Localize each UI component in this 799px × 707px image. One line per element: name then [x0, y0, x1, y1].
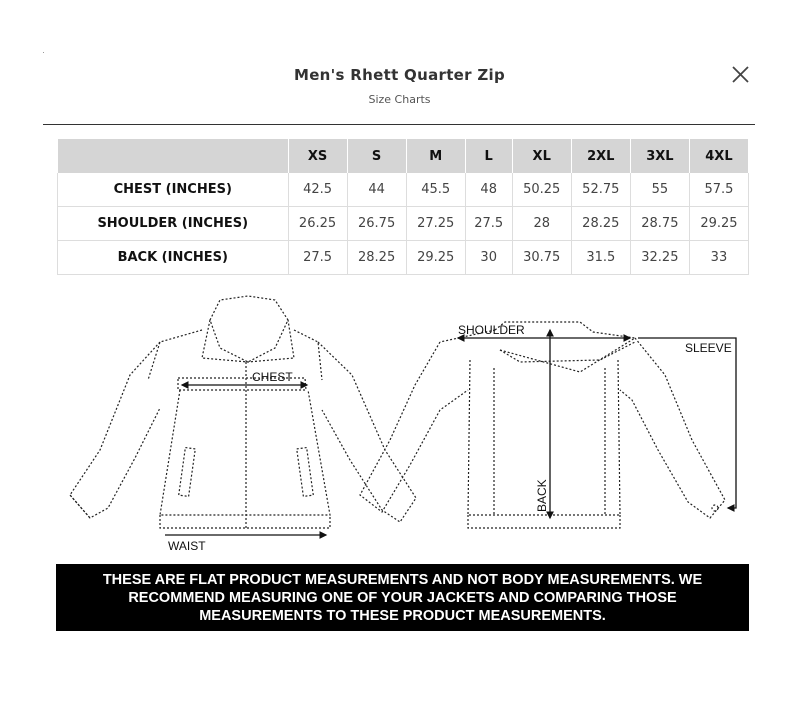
size-header: S [347, 139, 406, 173]
front-jacket [70, 296, 416, 528]
size-header: 3XL [630, 139, 689, 173]
table-cell: 50.25 [512, 173, 571, 207]
jacket-measurement-diagram [60, 290, 750, 560]
shoulder-label: SHOULDER [458, 323, 525, 337]
size-header: XL [512, 139, 571, 173]
size-chart-table [57, 139, 749, 275]
table-cell: 45.5 [406, 173, 465, 207]
table-cell: 32.25 [630, 241, 689, 275]
close-button[interactable] [728, 62, 754, 88]
sleeve-label: SLEEVE [685, 341, 732, 355]
table-cell: 27.5 [465, 207, 512, 241]
row-label: CHEST (INCHES) [58, 173, 289, 207]
table-cell: 48 [465, 173, 512, 207]
table-cell: 27.5 [288, 241, 347, 275]
measurement-notice-banner: THESE ARE FLAT PRODUCT MEASUREMENTS AND NOT BODY MEASUREMENTS. WE RECOMMEND MEASURING ONE OF YOUR JACKETS AND COMPARING THOSE MEASUREMENTS TO THESE PRODUCT MEASUREMENTS. [56, 564, 749, 631]
table-cell: 52.75 [571, 173, 630, 207]
table-cell: 28.25 [347, 241, 406, 275]
back-label: BACK [535, 479, 549, 512]
table-cell: 31.5 [571, 241, 630, 275]
table-cell: 30 [465, 241, 512, 275]
sleeve-measure-arrow [638, 338, 736, 508]
table-cell: 29.25 [406, 241, 465, 275]
table-row [58, 241, 749, 275]
table-cell: 26.25 [288, 207, 347, 241]
table-cell: 27.25 [406, 207, 465, 241]
modal-subtitle: Size Charts [368, 93, 431, 106]
size-header: L [465, 139, 512, 173]
size-header: M [406, 139, 465, 173]
stray-dot [43, 52, 44, 53]
table-cell: 26.75 [347, 207, 406, 241]
header-blank-cell [58, 139, 289, 173]
table-cell: 29.25 [689, 207, 748, 241]
modal-title: Men's Rhett Quarter Zip [293, 66, 506, 84]
row-label: SHOULDER (INCHES) [58, 207, 289, 241]
table-row [58, 207, 749, 241]
table-cell: 57.5 [689, 173, 748, 207]
table-cell: 55 [630, 173, 689, 207]
header-divider [43, 124, 755, 125]
chest-label: CHEST [252, 370, 293, 384]
size-header: 2XL [571, 139, 630, 173]
waist-label: WAIST [168, 539, 206, 553]
table-cell: 33 [689, 241, 748, 275]
table-cell: 28.25 [571, 207, 630, 241]
size-header: 4XL [689, 139, 748, 173]
row-label: BACK (INCHES) [58, 241, 289, 275]
table-row [58, 173, 749, 207]
table-cell: 44 [347, 173, 406, 207]
close-icon [728, 62, 754, 88]
table-cell: 30.75 [512, 241, 571, 275]
table-cell: 28 [512, 207, 571, 241]
size-header: XS [288, 139, 347, 173]
size-header-row [58, 139, 749, 173]
table-cell: 42.5 [288, 173, 347, 207]
table-cell: 28.75 [630, 207, 689, 241]
